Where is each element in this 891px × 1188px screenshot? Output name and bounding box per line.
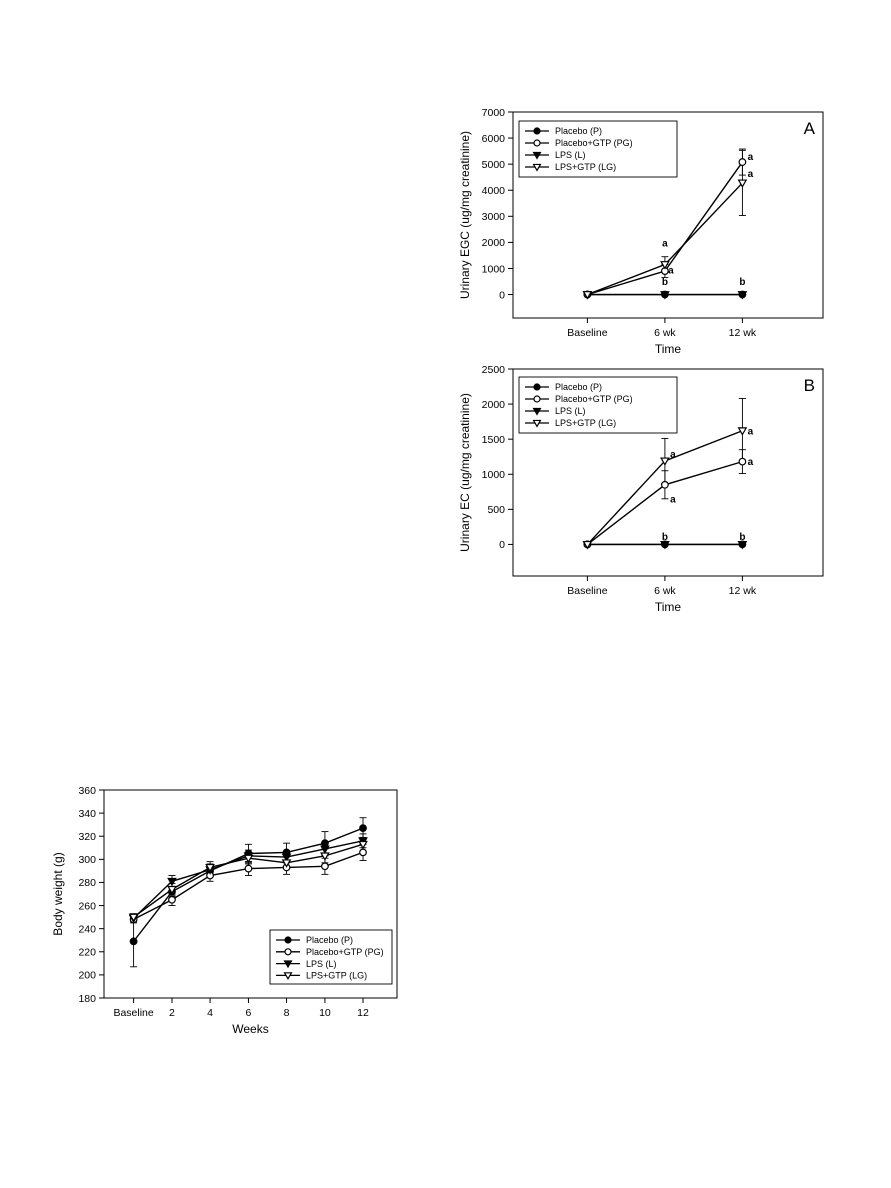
x-axis-label: Time bbox=[654, 600, 682, 614]
legend-marker bbox=[534, 128, 540, 134]
y-tick-label: 6000 bbox=[481, 132, 505, 145]
data-point bbox=[739, 159, 746, 166]
legend-marker bbox=[285, 937, 291, 943]
urinary-egc-chart bbox=[455, 100, 835, 365]
significance-label: b bbox=[739, 277, 746, 289]
x-tick-label: 2 bbox=[169, 1007, 175, 1019]
data-point bbox=[360, 849, 367, 856]
legend-label: Placebo (P) bbox=[555, 382, 603, 393]
legend-label: Placebo+GTP (PG) bbox=[555, 138, 633, 149]
legend-label: LPS (L) bbox=[555, 150, 586, 161]
body-weight-chart bbox=[48, 778, 410, 1043]
data-point bbox=[739, 458, 746, 465]
x-tick-label: Baseline bbox=[567, 327, 608, 339]
x-tick-label: 12 wk bbox=[728, 585, 757, 597]
significance-label: b bbox=[661, 532, 668, 544]
x-axis bbox=[113, 998, 369, 1019]
significance-label: a bbox=[747, 457, 754, 469]
significance-label: a bbox=[662, 238, 668, 250]
y-tick-label: 240 bbox=[78, 923, 96, 936]
legend-label: LPS+GTP (LG) bbox=[555, 162, 617, 173]
y-tick-label: 2500 bbox=[481, 363, 505, 376]
y-tick-label: 2000 bbox=[481, 398, 505, 411]
x-tick-label: 4 bbox=[207, 1007, 213, 1019]
x-axis bbox=[567, 318, 757, 339]
y-axis-label: Body weight (g) bbox=[51, 852, 65, 936]
y-tick-label: 0 bbox=[499, 539, 505, 552]
significance-label: a bbox=[747, 426, 754, 438]
y-axis bbox=[482, 364, 513, 551]
legend-label: Placebo (P) bbox=[555, 126, 603, 137]
x-tick-label: Baseline bbox=[567, 585, 608, 597]
y-axis-label: Urinary EC (ug/mg creatinine) bbox=[458, 393, 472, 552]
significance-label: a bbox=[747, 169, 754, 181]
y-axis-label: Urinary EGC (ug/mg creatinine) bbox=[458, 130, 472, 300]
panel-label: B bbox=[803, 376, 815, 395]
series-markers-0 bbox=[130, 825, 366, 945]
x-axis-label: Weeks bbox=[232, 1022, 269, 1036]
y-tick-label: 220 bbox=[78, 946, 96, 959]
y-tick-label: 300 bbox=[78, 854, 96, 867]
data-point bbox=[360, 825, 367, 832]
y-tick-label: 1000 bbox=[481, 263, 505, 276]
panel-label: A bbox=[803, 119, 815, 138]
chart-svg-B bbox=[455, 360, 835, 620]
legend-label: LPS+GTP (LG) bbox=[306, 970, 368, 981]
y-tick-label: 340 bbox=[78, 807, 96, 820]
data-point bbox=[169, 896, 176, 903]
legend-marker bbox=[534, 396, 540, 402]
legend bbox=[519, 377, 677, 433]
data-point bbox=[322, 840, 329, 847]
data-point bbox=[130, 938, 137, 945]
y-tick-label: 180 bbox=[78, 992, 96, 1005]
significance-label: b bbox=[739, 532, 746, 544]
significance-label: a bbox=[670, 494, 676, 506]
y-tick-label: 0 bbox=[499, 289, 505, 302]
y-tick-label: 500 bbox=[487, 504, 505, 517]
significance-label: a bbox=[668, 265, 674, 277]
legend-label: LPS (L) bbox=[306, 958, 337, 969]
chart-svg-C bbox=[48, 778, 410, 1043]
significance-label: a bbox=[747, 152, 754, 164]
legend-marker bbox=[534, 384, 540, 390]
y-tick-label: 4000 bbox=[481, 185, 505, 198]
y-tick-label: 2000 bbox=[481, 237, 505, 250]
legend-marker bbox=[534, 140, 540, 146]
legend-label: LPS+GTP (LG) bbox=[555, 418, 617, 429]
y-tick-label: 280 bbox=[78, 877, 96, 890]
x-tick-label: 6 wk bbox=[654, 585, 676, 597]
y-tick-label: 320 bbox=[78, 831, 96, 844]
legend-label: LPS (L) bbox=[555, 406, 586, 417]
y-tick-label: 260 bbox=[78, 900, 96, 913]
x-axis bbox=[567, 576, 757, 597]
x-tick-label: Baseline bbox=[113, 1007, 154, 1019]
urinary-ec-chart bbox=[455, 360, 835, 620]
x-axis-label: Time bbox=[654, 342, 682, 356]
significance-label: b bbox=[661, 277, 668, 289]
y-tick-label: 3000 bbox=[481, 211, 505, 224]
y-tick-label: 200 bbox=[78, 969, 96, 982]
y-axis bbox=[482, 107, 513, 302]
data-point bbox=[245, 865, 252, 872]
legend-label: Placebo+GTP (PG) bbox=[306, 947, 384, 957]
x-tick-label: 12 wk bbox=[728, 327, 757, 339]
y-tick-label: 360 bbox=[78, 784, 96, 797]
data-point bbox=[662, 481, 669, 488]
chart-svg-A bbox=[455, 100, 835, 365]
y-tick-label: 1000 bbox=[481, 469, 505, 482]
legend bbox=[519, 121, 677, 177]
x-tick-label: 6 wk bbox=[654, 327, 676, 339]
data-point bbox=[322, 863, 329, 870]
y-tick-label: 1500 bbox=[481, 433, 505, 446]
y-tick-label: 5000 bbox=[481, 158, 505, 171]
x-tick-label: 6 bbox=[245, 1007, 252, 1019]
legend-label: Placebo+GTP (PG) bbox=[555, 394, 633, 405]
y-axis bbox=[78, 785, 104, 1005]
legend-label: Placebo (P) bbox=[306, 935, 354, 946]
legend bbox=[270, 930, 392, 984]
x-tick-label: 8 bbox=[283, 1007, 290, 1019]
x-tick-label: 10 bbox=[319, 1007, 331, 1019]
x-tick-label: 12 bbox=[357, 1007, 369, 1019]
y-tick-label: 7000 bbox=[481, 106, 505, 119]
legend-marker bbox=[285, 949, 291, 955]
significance-label: a bbox=[670, 449, 676, 461]
